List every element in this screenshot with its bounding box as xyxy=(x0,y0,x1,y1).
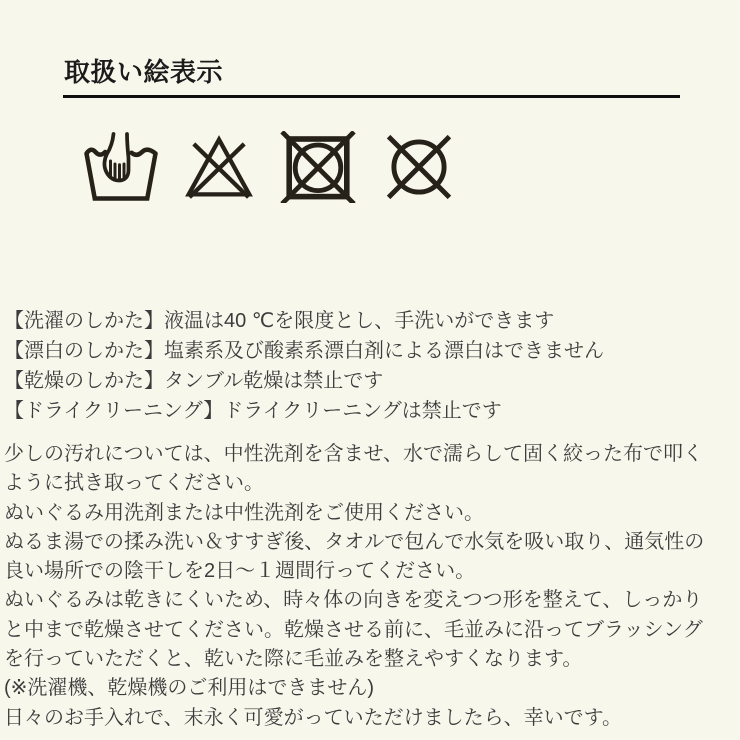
care-instructions-list xyxy=(4,306,738,426)
care-note-line: 良い場所での陰干しを2日～１週間行ってください。 xyxy=(4,560,476,583)
page-title: 取扱い絵表示 xyxy=(64,57,224,87)
care-instruction-line: 【漂白のしかた】塩素系及び酸素系漂白剤による漂白はできません xyxy=(4,340,604,362)
care-note-line: (※洗濯機、乾燥機のご利用はできません) xyxy=(4,677,375,700)
care-instruction-line: 【乾燥のしかた】タンブル乾燥は禁止です xyxy=(4,370,384,392)
do-not-tumble-dry-icon xyxy=(278,131,358,203)
care-instruction-line: 【洗濯のしかた】液温は40 ℃を限度とし、手洗いができます xyxy=(4,310,555,332)
care-note-line: 少しの汚れについては、中性洗剤を含ませ、水で濡らして固く絞った布で叩く xyxy=(4,443,703,465)
do-not-dry-clean-icon xyxy=(381,131,457,203)
care-notes-list xyxy=(4,440,738,733)
care-instruction-line: 【ドライクリーニング】ドライクリーニングは禁止です xyxy=(4,400,502,422)
do-not-bleach-icon xyxy=(183,131,255,203)
care-note-line: ように拭き取ってください。 xyxy=(4,472,264,495)
care-note-line: ぬいぐるみ用洗剤または中性洗剤をご使用ください。 xyxy=(4,501,484,524)
care-note-line: 日々のお手入れで、末永く可愛がっていただけましたら、幸いです。 xyxy=(4,706,622,729)
care-note-line: ぬいぐるみは乾きにくいため、時々体の向きを変えつつ形を整えて、しっかり xyxy=(4,589,703,612)
care-note-line: ぬるま湯での揉み洗い＆すすぎ後、タオルで包んで水気を吸い取り、通気性の xyxy=(4,530,705,553)
care-note-line: と中まで乾燥させてください。乾燥させる前に、毛並みに沿ってブラッシング xyxy=(4,618,703,641)
hand-wash-icon xyxy=(82,131,160,203)
care-note-line: を行っていただくと、乾いた際に毛並みを整えやすくなります。 xyxy=(4,648,583,671)
care-symbols-row xyxy=(82,131,457,203)
title-divider xyxy=(63,95,680,98)
